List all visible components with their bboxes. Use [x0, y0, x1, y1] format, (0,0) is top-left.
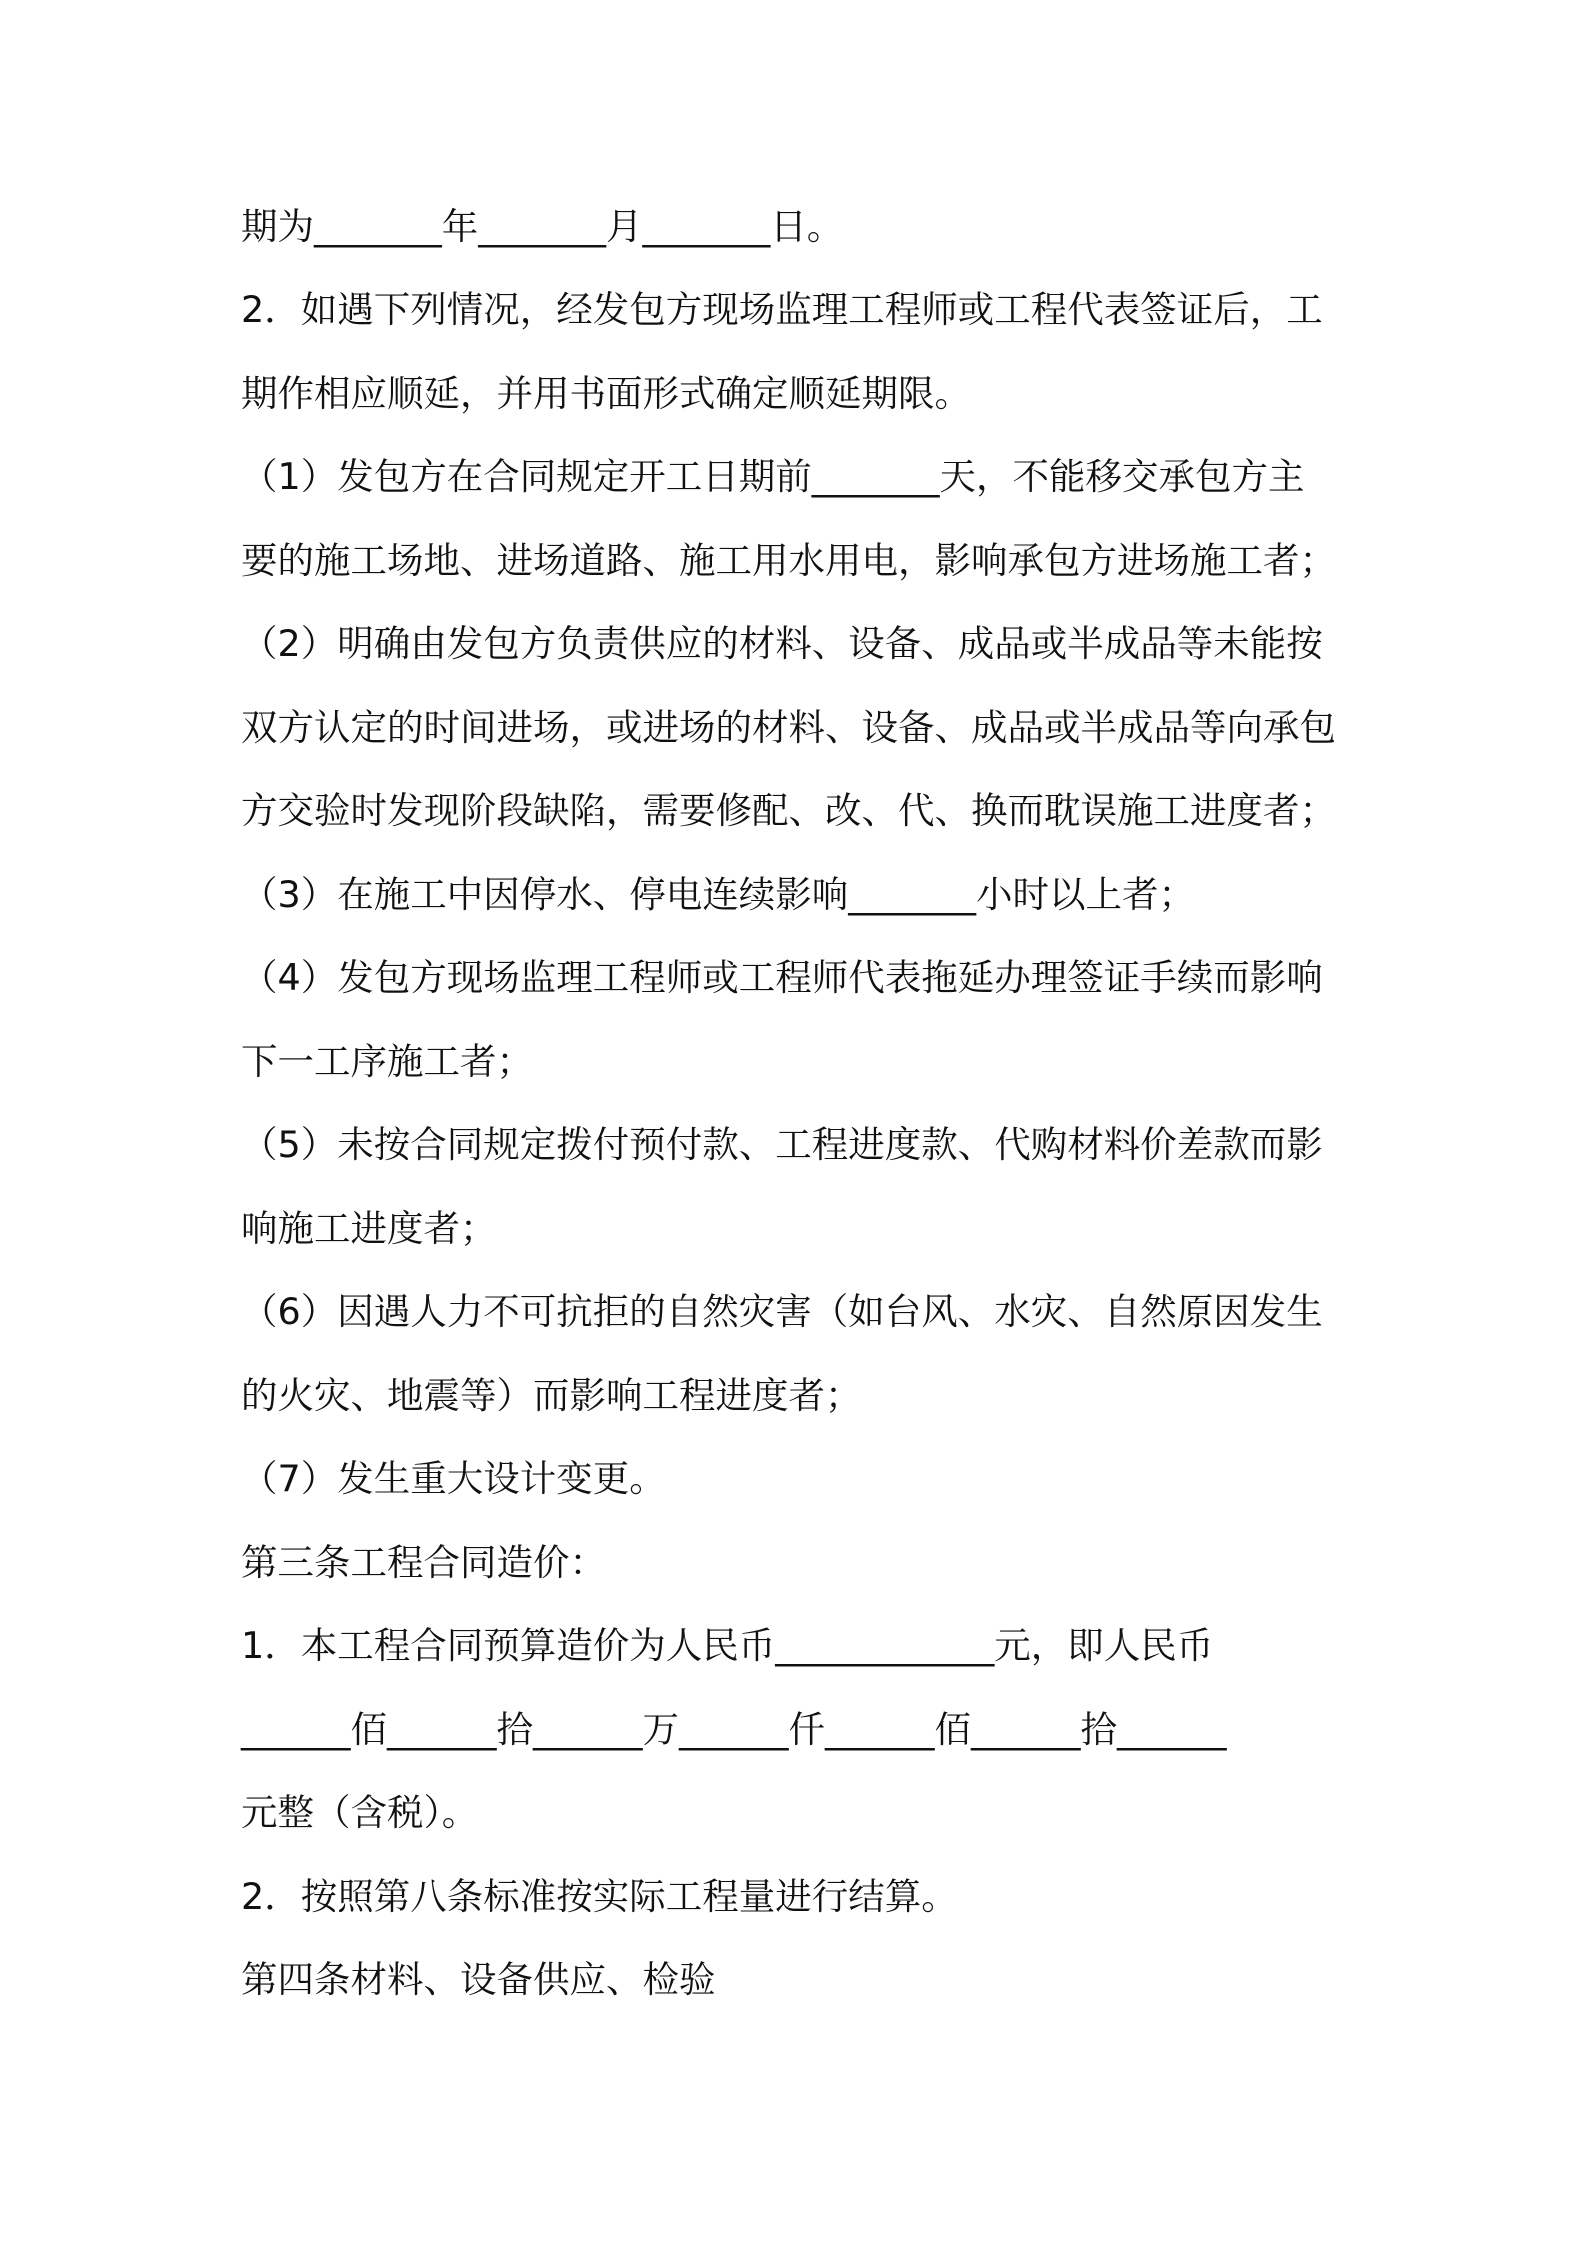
text-line-14: （6）因遇人力不可抗拒的自然灾害（如台风、水灾、自然原因发生 [241, 1290, 1323, 1333]
text-line-11: 下一工序施工者； [241, 1040, 533, 1083]
text-line-15: 的火灾、地震等）而影响工程进度者； [241, 1374, 862, 1417]
text-line-3: 期作相应顺延，并用书面形式确定顺延期限。 [241, 372, 971, 415]
text-line-4: （1）发包方在合同规定开工日期前_______天，不能移交承包方主 [241, 455, 1305, 498]
text-line-9: （3）在施工中因停水、停电连续影响_______小时以上者； [241, 873, 1195, 916]
text-line-2: 2．如遇下列情况，经发包方现场监理工程师或工程代表签证后，工 [241, 288, 1323, 331]
text-line-19: ______佰______拾______万______仟______佰______拾______ [241, 1708, 1227, 1751]
text-line-16: （7）发生重大设计变更。 [241, 1457, 666, 1500]
text-line-5: 要的施工场地、进场道路、施工用水用电，影响承包方进场施工者； [241, 539, 1336, 582]
text-line-10: （4）发包方现场监理工程师或工程师代表拖延办理签证手续而影响 [241, 956, 1323, 999]
text-line-20: 元整（含税）。 [241, 1791, 479, 1834]
text-line-12: （5）未按合同规定拨付预付款、工程进度款、代购材料价差款而影 [241, 1123, 1323, 1166]
text-line-1: 期为_______年_______月_______日。 [241, 205, 844, 248]
text-line-18: 1．本工程合同预算造价为人民币____________元，即人民币 [241, 1624, 1214, 1667]
section-heading-4: 第四条材料、设备供应、检验 [241, 1958, 716, 2001]
section-heading-3: 第三条工程合同造价： [241, 1541, 606, 1584]
text-line-13: 响施工进度者； [241, 1207, 497, 1250]
text-line-7: 双方认定的时间进场，或进场的材料、设备、成品或半成品等向承包 [241, 706, 1336, 749]
text-line-8: 方交验时发现阶段缺陷，需要修配、改、代、换而耽误施工进度者； [241, 789, 1336, 832]
text-line-6: （2）明确由发包方负责供应的材料、设备、成品或半成品等未能按 [241, 622, 1323, 665]
text-line-21: 2．按照第八条标准按实际工程量进行结算。 [241, 1875, 958, 1918]
